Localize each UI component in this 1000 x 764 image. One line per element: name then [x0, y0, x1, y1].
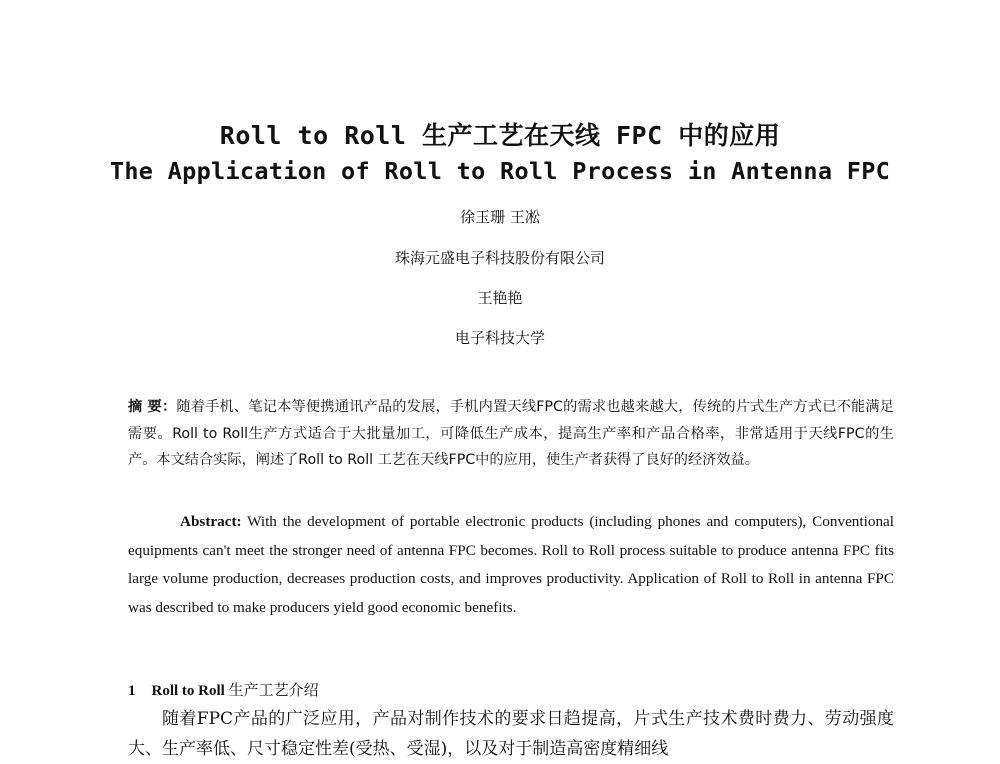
authors-primary: 徐玉珊 王凇 — [460, 208, 540, 226]
abstract-chinese-label: 摘 要： — [128, 399, 177, 415]
title-english: The Application of Roll to Roll Process in Antenna FPC — [109, 157, 891, 185]
abstract-english — [128, 508, 894, 622]
title-chinese: Roll to Roll 生产工艺在天线 FPC 中的应用 — [219, 121, 781, 150]
abstract-english-label: Abstract: — [180, 513, 242, 530]
section-title-english: Roll to Roll — [151, 683, 225, 699]
abstract-chinese-text: 随着手机、笔记本等便携通讯产品的发展，手机内置天线FPC的需求也越来越大，传统的片式生产方式已不能满足需要。Roll to Roll生产方式适合于大批量加工，可降低生产成本，提高生产率和产品合格率，非常适用于天线FPC的生产。本文结合实际，阐述了Roll to Roll 工艺在天线FPC中的应用，使生产者获得了良好的经济效益。 — [128, 399, 894, 468]
authors-secondary: 王艳艳 — [477, 289, 523, 307]
affiliation-secondary: 电子科技大学 — [454, 329, 545, 347]
affiliation-primary: 珠海元盛电子科技股份有限公司 — [394, 249, 605, 267]
abstract-chinese — [128, 394, 894, 474]
body-paragraph: 随着FPC产品的广泛应用，产品对制作技术的要求日趋提高，片式生产技术费时费力、劳动强度大、生产率低、尺寸稳定性差(受热、受湿)，以及对于制造高密度精细线 — [128, 709, 894, 759]
section-number: 1 — [128, 683, 136, 699]
section-heading — [128, 679, 319, 700]
abstract-english-text: With the development of portable electronic products (including phones and computers), Conventional equipments can't meet the stronger need of antenna FPC becomes. Roll to Roll process suitable to produce antenna FPC fits large volume production, decreases production costs, and improves productivity. Application of Roll to Roll in antenna FPC was described to make producers yield good economic benefits. — [128, 513, 894, 616]
section-title-chinese: 生产工艺介绍 — [228, 681, 319, 699]
